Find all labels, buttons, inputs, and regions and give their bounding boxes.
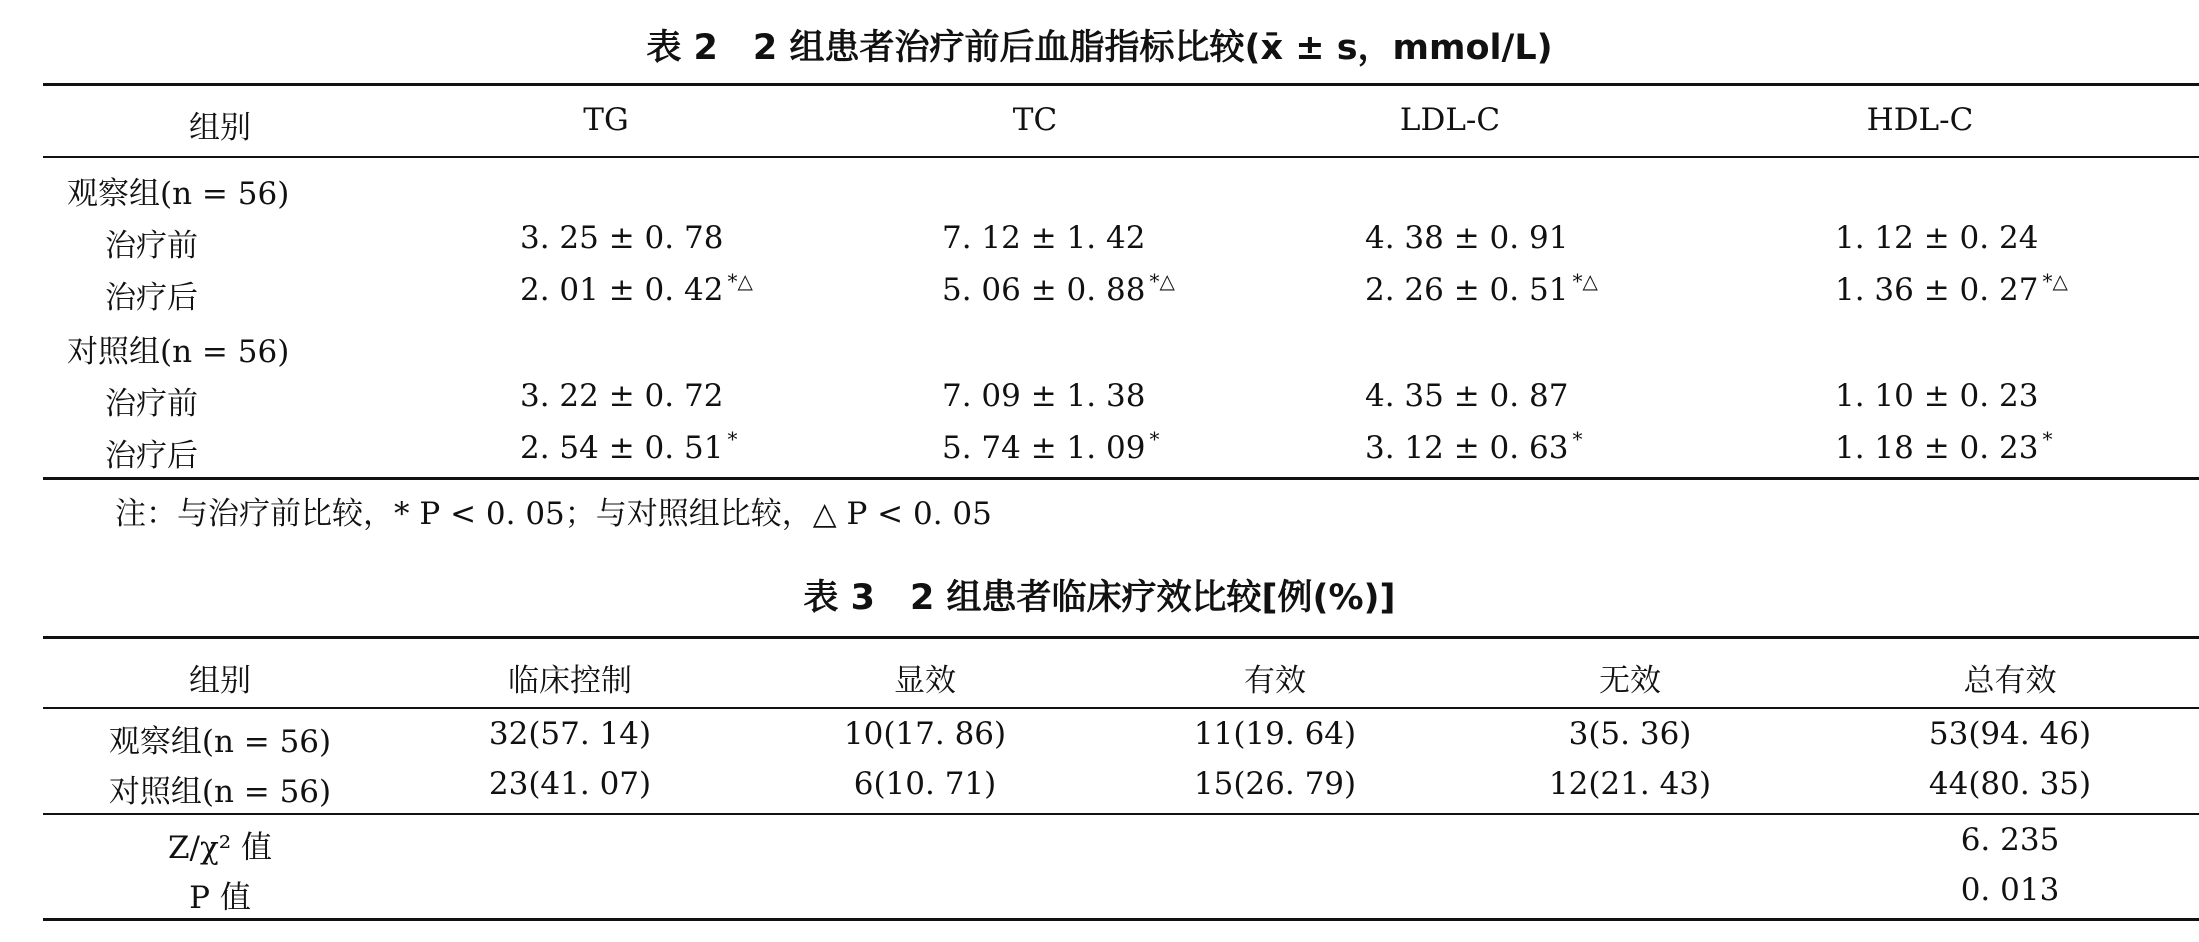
table3-cell: 15(26. 79) — [1193, 766, 1357, 802]
table3-cell: 11(19. 64) — [1193, 716, 1357, 752]
table2-cell: 4. 35 ± 0. 87 — [1365, 378, 1569, 414]
table3-cell: 23(41. 07) — [488, 766, 652, 802]
table2-cell: 2. 01 ± 0. 42 *△ — [520, 269, 753, 308]
table3-cell: 10(17. 86) — [843, 716, 1007, 752]
table3-header-rule — [43, 707, 2199, 709]
table3-cell: 44(80. 35) — [1928, 766, 2092, 802]
table3-cell: 3(5. 36) — [1568, 716, 1692, 752]
table2-top-rule — [43, 83, 2199, 86]
table3-cell: 32(57. 14) — [488, 716, 652, 752]
table2-cell: 3. 25 ± 0. 78 — [520, 220, 724, 256]
table3-row-label: 对照组(n = 56) — [108, 774, 332, 810]
table2-note: 注：与治疗前比较，* P < 0. 05；与对照组比较，△ P < 0. 05 — [115, 496, 992, 532]
table2-cell: 2. 26 ± 0. 51 *△ — [1365, 269, 1598, 308]
table2-group-label: 对照组(n = 56) — [67, 334, 290, 370]
table2-group-label: 观察组(n = 56) — [67, 176, 290, 212]
table2-header-tg: TG — [583, 102, 629, 138]
table2-cell: 7. 12 ± 1. 42 — [942, 220, 1146, 256]
table2-cell: 5. 06 ± 0. 88 *△ — [942, 269, 1175, 308]
table2-header-rule — [43, 156, 2199, 158]
table2-bottom-rule — [43, 477, 2199, 480]
table2-row-label: 治疗前 — [105, 228, 198, 264]
table3-stat-value: 0. 013 — [1960, 872, 2060, 908]
table3-header-group: 组别 — [189, 663, 251, 699]
table3-title: 表 3 2 组患者临床疗效比较[例(%)] — [803, 578, 1396, 618]
table3-header-ineffective: 无效 — [1599, 663, 1661, 699]
table3-cell: 12(21. 43) — [1548, 766, 1712, 802]
table3-header-clinical-control: 临床控制 — [508, 663, 632, 699]
table2-header-ldl: LDL-C — [1399, 102, 1501, 138]
table2-row-label: 治疗后 — [105, 280, 198, 316]
table3-bottom-rule — [43, 918, 2199, 921]
table2-cell: 1. 10 ± 0. 23 — [1835, 378, 2039, 414]
table3-stat-value: 6. 235 — [1960, 822, 2060, 858]
table3-top-rule — [43, 636, 2199, 639]
table2-cell: 1. 12 ± 0. 24 — [1835, 220, 2039, 256]
table3-row-label: 观察组(n = 56) — [108, 724, 332, 760]
table3-stat-label: Z/χ² 值 — [167, 830, 273, 866]
table2-cell: 1. 36 ± 0. 27 *△ — [1835, 269, 2068, 308]
table2-row-label: 治疗后 — [105, 438, 198, 474]
table2-header-group: 组别 — [189, 110, 251, 146]
table2-cell: 1. 18 ± 0. 23 * — [1835, 427, 2053, 466]
table2-cell: 7. 09 ± 1. 38 — [942, 378, 1146, 414]
table3-header-total: 总有效 — [1963, 663, 2057, 699]
table3-stat-rule — [43, 813, 2199, 815]
table2-header-hdl: HDL-C — [1866, 102, 1974, 138]
table2-title: 表 2 2 组患者治疗前后血脂指标比较(x̄ ± s，mmol/L) — [646, 28, 1553, 68]
table3-header-effective: 有效 — [1244, 663, 1306, 699]
table3-cell: 6(10. 71) — [853, 766, 997, 802]
table3-header-marked: 显效 — [894, 663, 956, 699]
table2-row-label: 治疗前 — [105, 386, 198, 422]
table2-cell: 2. 54 ± 0. 51 * — [520, 427, 738, 466]
table2-cell: 3. 22 ± 0. 72 — [520, 378, 724, 414]
table2-header-tc: TC — [1012, 102, 1058, 138]
table2-cell: 5. 74 ± 1. 09 * — [942, 427, 1160, 466]
table3-stat-label: P 值 — [189, 880, 251, 916]
table2-cell: 4. 38 ± 0. 91 — [1365, 220, 1569, 256]
table3-cell: 53(94. 46) — [1928, 716, 2092, 752]
table2-cell: 3. 12 ± 0. 63 * — [1365, 427, 1583, 466]
